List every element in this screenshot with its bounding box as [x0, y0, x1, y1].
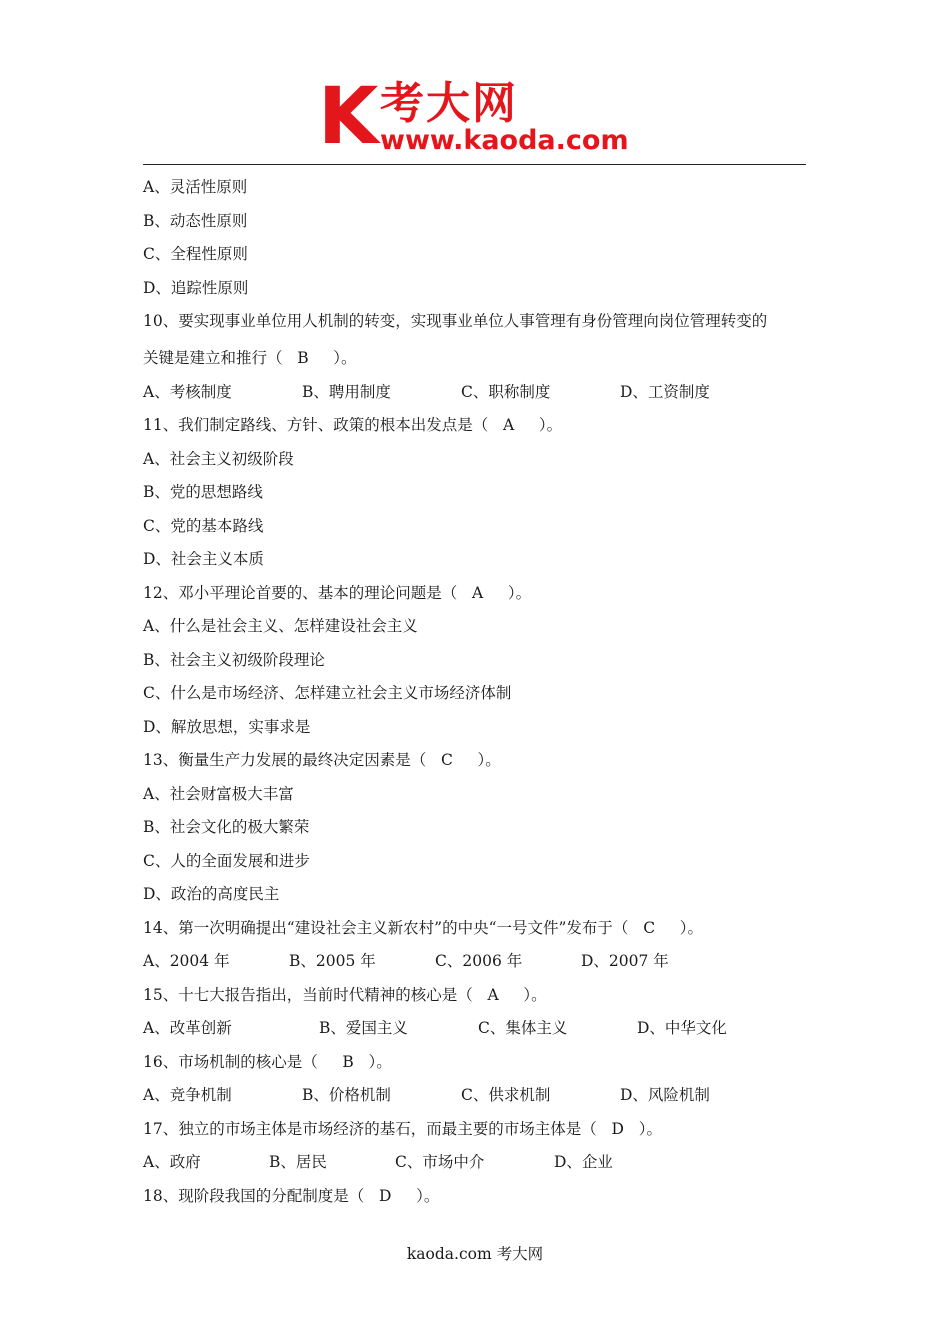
option-b: B、社会主义初级阶段理论	[143, 650, 325, 669]
question-16: 16、市场机制的核心是（ B ）。	[143, 1052, 392, 1071]
option-b: B、居民	[269, 1153, 327, 1171]
question-18: 18、现阶段我国的分配制度是（ D ）。	[143, 1186, 440, 1205]
option-d: D、工资制度	[620, 382, 710, 401]
option-a: A、政府	[143, 1153, 201, 1171]
question-17: 17、独立的市场主体是市场经济的基石，而最主要的市场主体是（ D ）。	[143, 1119, 662, 1138]
question-12: 12、邓小平理论首要的、基本的理论问题是（ A ）。	[143, 583, 532, 602]
option-d: D、政治的高度民主	[143, 885, 280, 903]
option-line: C、全程性原则	[143, 245, 248, 263]
option-d: D、风险机制	[620, 1086, 710, 1104]
option-c: C、集体主义	[478, 1019, 568, 1037]
question-17-options	[143, 1149, 813, 1183]
option-b: B、爱国主义	[319, 1019, 408, 1037]
option-c: C、职称制度	[461, 382, 551, 401]
document-body	[143, 174, 813, 1216]
question-10: 10、要实现事业单位用人机制的转变，实现事业单位人事管理有身份管理向岗位管理转变的	[143, 312, 768, 330]
option-d: D、企业	[554, 1153, 613, 1171]
logo-k-mark: K	[318, 72, 379, 162]
option-a: A、社会财富极大丰富	[143, 784, 294, 803]
option-a: A、社会主义初级阶段	[143, 449, 294, 468]
header-divider	[143, 164, 806, 165]
question-10-cont: 关键是建立和推行（ B ）。	[143, 349, 357, 367]
option-a: A、考核制度	[143, 382, 232, 401]
option-d: D、中华文化	[637, 1019, 727, 1037]
option-line: D、追踪性原则	[143, 278, 249, 297]
option-b: B、社会文化的极大繁荣	[143, 818, 310, 836]
option-line: B、动态性原则	[143, 211, 248, 230]
option-a: A、什么是社会主义、怎样建设社会主义	[143, 617, 418, 635]
option-c: C、党的基本路线	[143, 516, 264, 535]
kaoda-logo[interactable]	[318, 72, 638, 162]
option-b: B、党的思想路线	[143, 483, 263, 501]
option-a: A、2004 年	[143, 952, 230, 970]
option-a: A、改革创新	[143, 1019, 232, 1037]
question-13: 13、衡量生产力发展的最终决定因素是（ C ）。	[143, 751, 501, 769]
logo-url: www.kaoda.com	[380, 125, 629, 156]
question-15: 15、十七大报告指出，当前时代精神的核心是（ A ）。	[143, 985, 547, 1004]
option-d: D、社会主义本质	[143, 550, 264, 568]
page-header	[0, 0, 950, 166]
question-16-options	[143, 1082, 813, 1116]
option-c: C、市场中介	[395, 1153, 485, 1171]
question-14-options	[143, 948, 813, 982]
question-14: 14、第一次明确提出“建设社会主义新农村”的中央“一号文件”发布于（ C ）。	[143, 918, 703, 937]
logo-chinese-name: 考大网	[380, 78, 518, 129]
option-d: D、2007 年	[581, 952, 669, 970]
question-11: 11、我们制定路线、方针、政策的根本出发点是（ A ）。	[143, 416, 563, 434]
option-c: C、供求机制	[461, 1086, 551, 1104]
option-b: B、2005 年	[289, 952, 376, 970]
option-c: C、什么是市场经济、怎样建立社会主义市场经济体制	[143, 684, 512, 702]
option-line: A、灵活性原则	[143, 178, 248, 196]
page-footer: kaoda.com 考大网	[406, 1245, 544, 1263]
question-10-options	[143, 379, 813, 413]
question-15-options	[143, 1015, 813, 1049]
option-a: A、竞争机制	[143, 1086, 232, 1104]
option-d: D、解放思想，实事求是	[143, 717, 311, 736]
option-b: B、聘用制度	[302, 382, 391, 401]
option-c: C、人的全面发展和进步	[143, 851, 310, 870]
option-c: C、2006 年	[435, 952, 523, 970]
option-b: B、价格机制	[302, 1086, 391, 1104]
